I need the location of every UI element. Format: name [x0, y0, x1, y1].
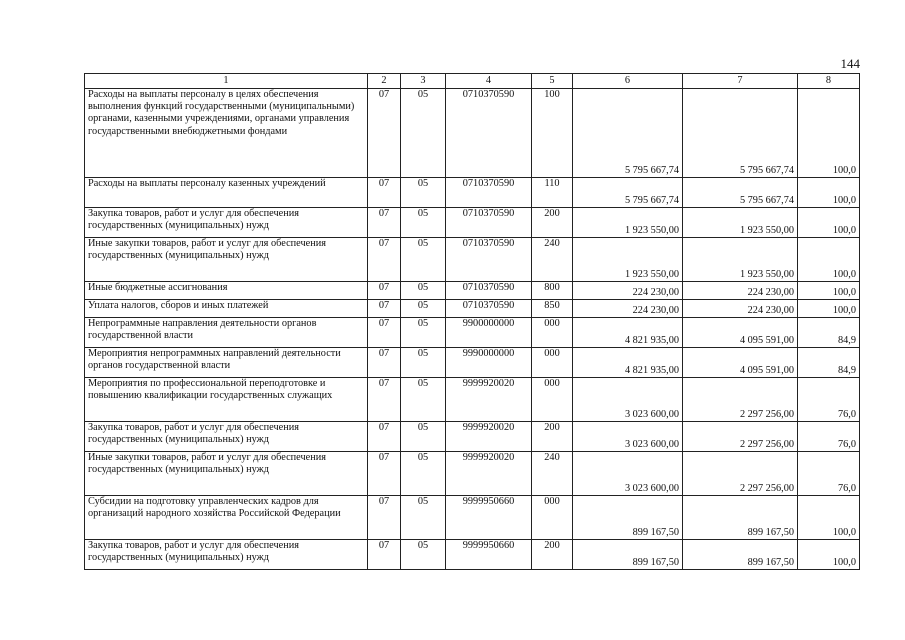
row-planned-amount: 224 230,00 — [573, 300, 683, 318]
row-percent: 100,0 — [798, 208, 860, 238]
row-expense-type: 200 — [532, 422, 573, 452]
row-percent: 100,0 — [798, 178, 860, 208]
row-percent: 76,0 — [798, 452, 860, 496]
column-header: 8 — [798, 74, 860, 89]
row-expense-type: 200 — [532, 208, 573, 238]
row-subsection: 05 — [401, 282, 446, 300]
row-planned-amount: 1 923 550,00 — [573, 208, 683, 238]
row-planned-amount: 3 023 600,00 — [573, 452, 683, 496]
row-actual-amount: 4 095 591,00 — [683, 348, 798, 378]
row-expense-type: 240 — [532, 452, 573, 496]
row-expense-type: 850 — [532, 300, 573, 318]
row-section: 07 — [368, 422, 401, 452]
row-expense-type: 110 — [532, 178, 573, 208]
row-percent: 84,9 — [798, 318, 860, 348]
row-planned-amount: 1 923 550,00 — [573, 238, 683, 282]
row-subsection: 05 — [401, 348, 446, 378]
row-actual-amount: 1 923 550,00 — [683, 208, 798, 238]
row-percent: 100,0 — [798, 300, 860, 318]
row-percent: 100,0 — [798, 238, 860, 282]
table-row — [85, 89, 860, 178]
row-subsection: 05 — [401, 238, 446, 282]
row-name: Иные закупки товаров, работ и услуг для обеспечения государственных (муниципальных) нужд — [85, 452, 368, 496]
table-body — [85, 89, 860, 570]
row-percent: 100,0 — [798, 540, 860, 570]
row-planned-amount: 899 167,50 — [573, 540, 683, 570]
row-expense-type: 200 — [532, 540, 573, 570]
row-planned-amount: 5 795 667,74 — [573, 178, 683, 208]
row-expense-type: 240 — [532, 238, 573, 282]
row-section: 07 — [368, 452, 401, 496]
table-header-row — [85, 74, 860, 89]
row-subsection: 05 — [401, 208, 446, 238]
row-actual-amount: 224 230,00 — [683, 300, 798, 318]
page-number: 144 — [840, 56, 860, 71]
row-target-article: 0710370590 — [446, 300, 532, 318]
row-section: 07 — [368, 282, 401, 300]
row-name: Расходы на выплаты персоналу в целях обеспечения выполнения функций государственными (муниципальными) органами, казенными учреждениями, органами управления государственными внебюджетными фондами — [85, 89, 368, 178]
row-target-article: 9999920020 — [446, 422, 532, 452]
row-subsection: 05 — [401, 540, 446, 570]
row-subsection: 05 — [401, 300, 446, 318]
row-section: 07 — [368, 540, 401, 570]
row-subsection: 05 — [401, 422, 446, 452]
row-name: Субсидии на подготовку управленческих кадров для организаций народного хозяйства Российской Федерации — [85, 496, 368, 540]
row-section: 07 — [368, 300, 401, 318]
row-target-article: 0710370590 — [446, 282, 532, 300]
row-name: Закупка товаров, работ и услуг для обеспечения государственных (муниципальных) нужд — [85, 422, 368, 452]
row-section: 07 — [368, 208, 401, 238]
row-percent: 76,0 — [798, 378, 860, 422]
row-section: 07 — [368, 89, 401, 178]
row-target-article: 9999950660 — [446, 540, 532, 570]
row-section: 07 — [368, 238, 401, 282]
budget-table — [84, 73, 860, 570]
row-planned-amount: 224 230,00 — [573, 282, 683, 300]
row-expense-type: 000 — [532, 348, 573, 378]
row-actual-amount: 2 297 256,00 — [683, 452, 798, 496]
column-header: 4 — [446, 74, 532, 89]
table-row — [85, 452, 860, 496]
row-actual-amount: 2 297 256,00 — [683, 422, 798, 452]
row-target-article: 9999950660 — [446, 496, 532, 540]
row-name: Непрограммные направления деятельности органов государственной власти — [85, 318, 368, 348]
row-actual-amount: 224 230,00 — [683, 282, 798, 300]
row-name: Расходы на выплаты персоналу казенных учреждений — [85, 178, 368, 208]
row-target-article: 9990000000 — [446, 348, 532, 378]
row-subsection: 05 — [401, 378, 446, 422]
column-header: 6 — [573, 74, 683, 89]
row-target-article: 0710370590 — [446, 178, 532, 208]
row-actual-amount: 5 795 667,74 — [683, 89, 798, 178]
row-target-article: 9999920020 — [446, 452, 532, 496]
table-row — [85, 238, 860, 282]
row-name: Иные бюджетные ассигнования — [85, 282, 368, 300]
row-name: Иные закупки товаров, работ и услуг для обеспечения государственных (муниципальных) нужд — [85, 238, 368, 282]
column-header: 2 — [368, 74, 401, 89]
row-name: Уплата налогов, сборов и иных платежей — [85, 300, 368, 318]
row-target-article: 9900000000 — [446, 318, 532, 348]
row-section: 07 — [368, 378, 401, 422]
row-percent: 100,0 — [798, 89, 860, 178]
table-row — [85, 348, 860, 378]
table-row — [85, 540, 860, 570]
row-actual-amount: 899 167,50 — [683, 540, 798, 570]
row-name: Мероприятия непрограммных направлений деятельности органов государственной власти — [85, 348, 368, 378]
column-header: 7 — [683, 74, 798, 89]
row-expense-type: 100 — [532, 89, 573, 178]
row-name: Закупка товаров, работ и услуг для обеспечения государственных (муниципальных) нужд — [85, 540, 368, 570]
column-header: 5 — [532, 74, 573, 89]
row-target-article: 0710370590 — [446, 208, 532, 238]
row-planned-amount: 4 821 935,00 — [573, 348, 683, 378]
row-actual-amount: 2 297 256,00 — [683, 378, 798, 422]
row-target-article: 0710370590 — [446, 238, 532, 282]
row-target-article: 0710370590 — [446, 89, 532, 178]
table-row — [85, 300, 860, 318]
row-planned-amount: 3 023 600,00 — [573, 422, 683, 452]
row-actual-amount: 1 923 550,00 — [683, 238, 798, 282]
row-percent: 84,9 — [798, 348, 860, 378]
row-planned-amount: 899 167,50 — [573, 496, 683, 540]
row-expense-type: 000 — [532, 496, 573, 540]
row-subsection: 05 — [401, 89, 446, 178]
row-name: Мероприятия по профессиональной переподготовке и повышению квалификации государственных служащих — [85, 378, 368, 422]
column-header: 1 — [85, 74, 368, 89]
table-row — [85, 208, 860, 238]
row-section: 07 — [368, 496, 401, 540]
row-planned-amount: 4 821 935,00 — [573, 318, 683, 348]
table-row — [85, 422, 860, 452]
row-actual-amount: 4 095 591,00 — [683, 318, 798, 348]
column-header: 3 — [401, 74, 446, 89]
table-row — [85, 178, 860, 208]
row-expense-type: 000 — [532, 378, 573, 422]
table-row — [85, 282, 860, 300]
row-target-article: 9999920020 — [446, 378, 532, 422]
row-expense-type: 800 — [532, 282, 573, 300]
row-section: 07 — [368, 318, 401, 348]
row-section: 07 — [368, 348, 401, 378]
row-name: Закупка товаров, работ и услуг для обеспечения государственных (муниципальных) нужд — [85, 208, 368, 238]
row-planned-amount: 5 795 667,74 — [573, 89, 683, 178]
row-actual-amount: 5 795 667,74 — [683, 178, 798, 208]
row-subsection: 05 — [401, 318, 446, 348]
table-row — [85, 496, 860, 540]
row-percent: 76,0 — [798, 422, 860, 452]
row-percent: 100,0 — [798, 282, 860, 300]
row-subsection: 05 — [401, 178, 446, 208]
table-row — [85, 378, 860, 422]
row-subsection: 05 — [401, 496, 446, 540]
row-expense-type: 000 — [532, 318, 573, 348]
row-percent: 100,0 — [798, 496, 860, 540]
row-subsection: 05 — [401, 452, 446, 496]
table-row — [85, 318, 860, 348]
row-section: 07 — [368, 178, 401, 208]
row-planned-amount: 3 023 600,00 — [573, 378, 683, 422]
row-actual-amount: 899 167,50 — [683, 496, 798, 540]
